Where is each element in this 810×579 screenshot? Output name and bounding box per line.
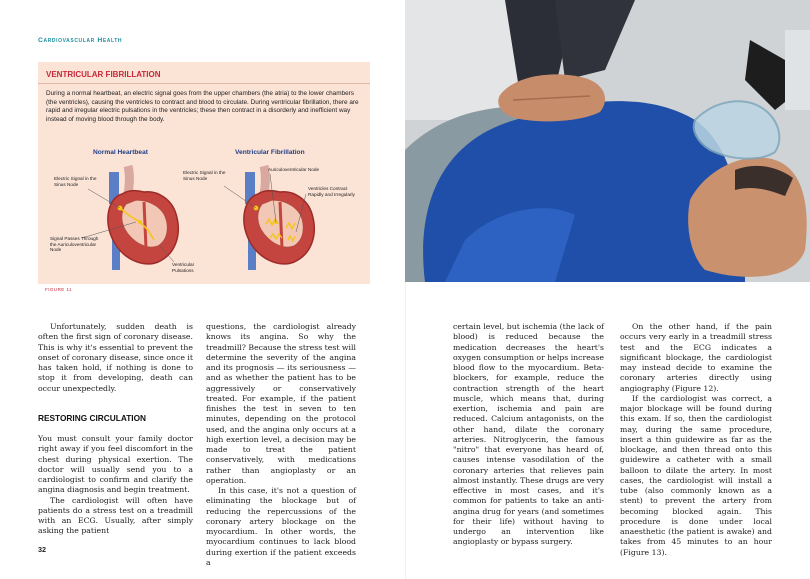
label-av-passes: Signal Passes Through the Auriculoventricular Node (50, 236, 99, 253)
paragraph: If the cardiologist was correct, a major blockage will be found during this exam. If so, then the cardiologist may, during the same procedure, insert a thin guidewire as far as the blockage, and then thread onto this guidewire a catheter with a small balloon to dilate the artery. In most cases, the cardiologist will install a tube (also commonly known as a stent) to prevent the artery from becoming blocked again. This procedure is done under local anaesthetic (the patient is awake) and takes from 45 minutes to an hour (Figure 13). (620, 393, 772, 557)
label-ventricular-pulsations: Ventricular Pulsations (172, 262, 195, 273)
leader-contract (296, 194, 306, 232)
text-column-4 (620, 322, 772, 558)
leader-sinus-left (88, 189, 120, 208)
paragraph: certain level, but ischemia (the lack of blood) is reduced because the medication decreases the heart's oxygen consumption or helps increase blood flow to the myocardium. Beta-blockers, for example, reduce the contraction strength of the heart muscle, which means that, during exertion, ischemia and pain are reduced. Calcium antagonists, on the other hand, dilate the coronary arteries. Nitroglycerin, the famous "nitro" that everyone has heard of, causes intense vasodilation of the coronary arteries that relieves pain almost instantly. These drugs are very effective in most cases, and it's common for patients to take an anti-angina drug for years (and sometimes for their life) without having to undergo an intervention like angioplasty or bypass surgery. (453, 322, 604, 547)
paragraph: You must consult your family doctor right away if you feel discomfort in the chest during physical exertion. The doctor will usually send you to a cardiologist to confirm and clarify the angina diagnosis and begin treatment. (38, 434, 193, 495)
figure-caption: FIGURE 11 (45, 287, 72, 292)
leader-pulsations (160, 246, 174, 262)
resuscitator-bag (785, 30, 810, 110)
text-column-2 (206, 322, 356, 568)
figure-title: VENTRICULAR FIBRILLATION (46, 70, 161, 79)
paragraph: questions, the cardiologist already knows its angina. So why the treadmill? Because the stress test will determine the severity of the angina and its prognosis — its seriousness — and as whether the patient has to be aggressively or conservatively treated. For example, if the patient finishes the test in seven to ten minutes, depending on the protocol used, and the angina only occurs at a high exertion level, a decision may be made to treat the patient conservatively, with medications rather than angioplasty or an operation. (206, 322, 356, 485)
normal-heartbeat-heading: Normal Heartbeat (93, 149, 148, 156)
paragraph: The cardiologist will often have patients do a stress test on a treadmill with an ECG. Usually, after simply asking the patient (38, 495, 193, 536)
ventricular-fibrillation-heading: Ventricular Fibrillation (235, 149, 305, 156)
paragraph: In this case, it's not a question of eliminating the blockage but of reducing the repercussions of the coronary artery blockage on the myocardium. In other words, the myocardium continues to lack blood during exertion if the patient exceeds a (206, 486, 356, 567)
section-heading: RESTORING CIRCULATION (38, 412, 147, 423)
page-number: 32 (38, 545, 46, 554)
leader-av-right (270, 174, 276, 222)
text-column-3 (453, 322, 604, 548)
label-ventricles-contract: Ventricles Contract Rapidly and Irregularly (308, 186, 355, 197)
text-column-1 (38, 322, 193, 537)
paragraph: On the other hand, if the pain occurs very early in a treadmill stress test and the ECG indicates a significant blockage, the cardiologist may instead decide to examine the coronary arteries directly using angiography (Figure 12). (620, 322, 772, 393)
cpr-photo (405, 0, 810, 282)
label-av-node: Auriculoventricular Node (268, 167, 320, 172)
running-head: Cardiovascular Health (38, 37, 123, 44)
leader-sinus-right (224, 186, 256, 208)
label-sinus-right: Electric Signal in the Sinus Node (183, 170, 226, 181)
label-sinus-left: Electric Signal in the Sinus Node (54, 176, 97, 187)
figure-description: During a normal heartbeat, an electric signal goes from the upper chambers (the atria) to the lower chambers (the ventricles), causing the ventricles to contract and blood to circulate. During ventricular fibrillation, there are rapid and irregular electric pulsations in the ventricles; these then contract in a disorderly and inefficient way instead of moving blood through the body. (46, 90, 359, 123)
cpr-photo-illustration (405, 0, 810, 282)
paragraph: Unfortunately, sudden death is often the first sign of coronary disease. This is why it's essential to prevent the onset of coronary disease, since once it has taken hold, if nothing is done to stop it from developing, death can occur unexpectedly. (38, 322, 193, 393)
figure-box (38, 62, 370, 284)
